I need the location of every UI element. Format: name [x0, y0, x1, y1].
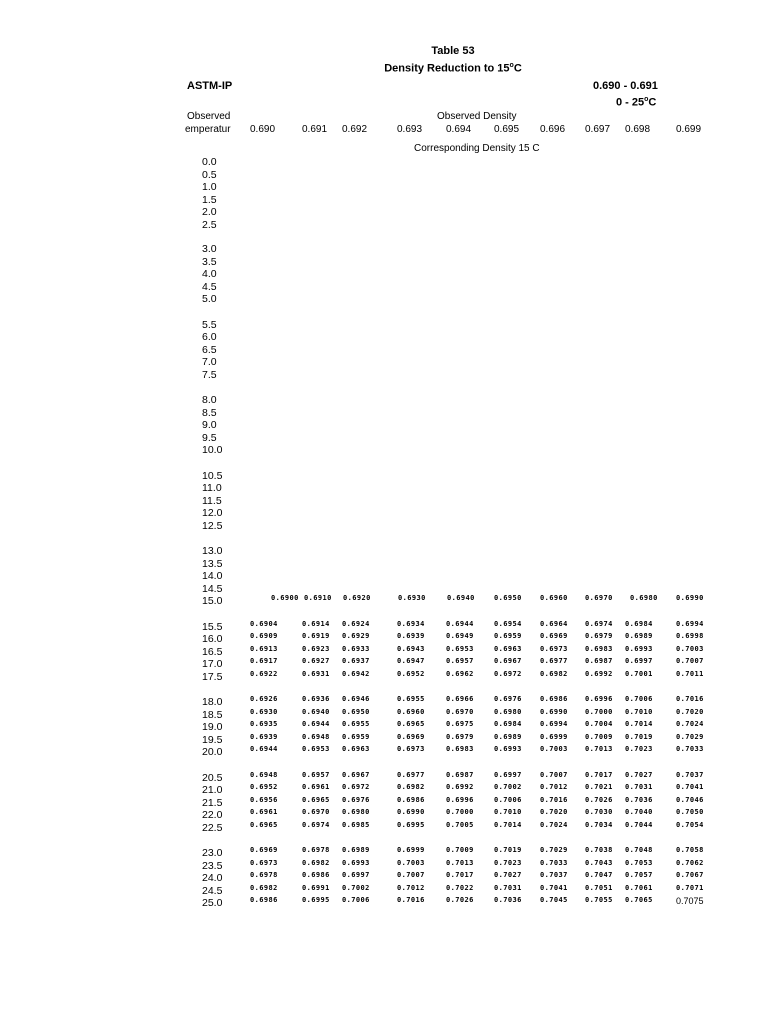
density-cell: 0.6950 [494, 594, 522, 603]
density-cell: 0.6927 [302, 657, 330, 666]
temperature-value: 4.0 [202, 268, 217, 281]
temperature-range-text: 0 - 25 [616, 96, 645, 109]
density-cell: 0.6957 [446, 657, 474, 666]
density-cell: 0.7040 [625, 808, 653, 817]
density-cell: 0.6957 [302, 770, 330, 779]
density-cell: 0.6942 [342, 669, 370, 678]
density-cell: 0.6990 [540, 707, 568, 716]
density-cell: 0.6983 [446, 745, 474, 754]
density-cell: 0.7009 [446, 846, 474, 854]
density-cell: 0.6959 [342, 732, 370, 741]
density-cell: 0.6989 [342, 846, 370, 854]
density-cell: 0.7027 [494, 871, 522, 880]
density-cell: 0.6961 [302, 783, 330, 792]
density-cell: 0.7020 [540, 808, 568, 817]
density-cell: 0.6948 [302, 732, 330, 741]
density-cell: 0.6974 [585, 619, 613, 628]
density-cell: 0.7013 [585, 745, 613, 754]
temperature-value: 1.5 [202, 193, 217, 206]
density-cell: 0.6982 [250, 883, 278, 892]
density-cell: 0.6980 [630, 594, 658, 603]
density-header: 0.697 [585, 124, 611, 135]
density-header: 0.696 [540, 124, 566, 135]
density-cell: 0.6995 [302, 896, 330, 905]
temperature-value: 13.5 [202, 557, 223, 570]
density-cell: 0.6969 [540, 632, 568, 641]
density-cell: 0.6961 [250, 808, 278, 817]
density-cell: 0.7016 [397, 896, 425, 905]
density-header: 0.691 [302, 124, 328, 135]
density-cell: 0.7071 [676, 883, 704, 892]
density-cell: 0.7014 [494, 820, 522, 829]
degree-symbol: o [644, 96, 649, 103]
density-cell: 0.7000 [446, 808, 474, 817]
density-cell: 0.7043 [585, 858, 613, 867]
density-cell: 0.7055 [585, 896, 613, 905]
density-cell: 0.6920 [343, 594, 371, 603]
corresponding-density-label: Corresponding Density 15 C [414, 143, 540, 154]
density-cell: 0.6926 [250, 695, 278, 703]
density-cell: 0.7006 [494, 795, 522, 804]
density-cell: 0.6960 [397, 707, 425, 716]
density-cell: 0.6983 [585, 644, 613, 653]
table-title: Table 53 [431, 45, 475, 57]
density-cell: 0.6963 [494, 644, 522, 653]
density-cell: 0.6974 [302, 820, 330, 829]
density-cell: 0.7031 [494, 883, 522, 892]
density-cell: 0.6943 [397, 644, 425, 653]
density-cell: 0.7034 [585, 820, 613, 829]
standard-label: ASTM-IP [187, 80, 233, 92]
density-cell: 0.6952 [397, 669, 425, 678]
density-cell: 0.6969 [250, 846, 278, 854]
temperature-value: 25.0 [202, 897, 223, 910]
density-cell: 0.6936 [302, 695, 330, 703]
density-cell: 0.7007 [397, 871, 425, 880]
density-cell: 0.7016 [540, 795, 568, 804]
temperature-value: 20.0 [202, 746, 223, 759]
density-cell: 0.6955 [397, 695, 425, 703]
density-cell: 0.6972 [342, 783, 370, 792]
density-cell: 0.7019 [625, 732, 653, 741]
observed-label: Observed [187, 111, 231, 122]
temperature-value: 21.5 [202, 796, 223, 809]
density-cell: 0.6940 [302, 707, 330, 716]
density-cell: 0.7024 [540, 820, 568, 829]
density-cell: 0.6980 [494, 707, 522, 716]
density-cell: 0.6970 [585, 594, 613, 603]
density-cell: 0.6954 [494, 619, 522, 628]
density-cell: 0.6978 [250, 871, 278, 880]
density-cell: 0.6944 [250, 745, 278, 754]
density-cell: 0.7013 [446, 858, 474, 867]
density-cell: 0.6985 [342, 820, 370, 829]
density-cell: 0.6967 [494, 657, 522, 666]
temperature-value: 16.5 [202, 645, 223, 658]
density-header: 0.692 [342, 124, 368, 135]
density-cell: 0.6959 [494, 632, 522, 641]
density-cell: 0.6917 [250, 657, 278, 666]
density-cell: 0.7036 [625, 795, 653, 804]
density-cell: 0.7017 [585, 770, 613, 779]
density-cell: 0.6955 [342, 720, 370, 729]
temperature-value: 2.5 [202, 219, 217, 231]
density-cell: 0.6977 [397, 770, 425, 779]
density-cell: 0.6923 [302, 644, 330, 653]
density-cell: 0.7006 [342, 896, 370, 905]
density-cell: 0.7022 [446, 883, 474, 892]
density-cell: 0.7007 [540, 770, 568, 779]
subtitle-text: Density Reduction to 15 [384, 62, 510, 75]
density-cell: 0.7048 [625, 846, 653, 854]
density-cell: 0.6995 [397, 820, 425, 829]
density-cell: 0.7026 [585, 795, 613, 804]
density-cell: 0.6979 [585, 632, 613, 641]
density-cell: 0.7046 [676, 795, 704, 804]
density-cell: 0.6922 [250, 669, 278, 678]
density-cell: 0.7010 [625, 707, 653, 716]
density-cell: 0.6998 [676, 632, 704, 641]
density-cell: 0.6913 [250, 644, 278, 653]
density-cell: 0.7054 [676, 820, 704, 829]
temperature-value: 23.0 [202, 847, 223, 859]
density-cell: 0.6990 [397, 808, 425, 817]
temperature-value: 13.0 [202, 545, 223, 557]
density-cell: 0.6984 [625, 619, 653, 628]
density-cell: 0.6992 [585, 669, 613, 678]
temperature-value: 15.5 [202, 620, 223, 633]
temperature-value: 16.0 [202, 633, 223, 646]
density-cell: 0.6944 [446, 619, 474, 628]
density-cell: 0.7067 [676, 871, 704, 880]
temperature-value: 7.5 [202, 368, 217, 381]
temperature-value: 9.5 [202, 431, 217, 444]
temperature-value: 19.0 [202, 721, 223, 734]
degree-symbol: o [509, 62, 514, 69]
density-cell: 0.7062 [676, 858, 704, 867]
temperature-value: 4.5 [202, 280, 217, 293]
temperature-value: 9.0 [202, 419, 217, 432]
density-cell: 0.6930 [250, 707, 278, 716]
density-cell: 0.6990 [676, 594, 704, 603]
density-cell: 0.6964 [540, 619, 568, 628]
temperature-value: 17.5 [202, 670, 223, 683]
density-cell: 0.7002 [342, 883, 370, 892]
density-cell: 0.7002 [494, 783, 522, 792]
density-cell: 0.6982 [302, 858, 330, 867]
density-cell: 0.6999 [540, 732, 568, 741]
density-cell: 0.7027 [625, 770, 653, 779]
density-cell: 0.6953 [302, 745, 330, 754]
density-cell: 0.6986 [540, 695, 568, 703]
density-cell: 0.6946 [342, 695, 370, 703]
temperature-value: 8.0 [202, 394, 217, 406]
temperature-value: 3.5 [202, 255, 217, 268]
temperature-value: 18.0 [202, 696, 223, 708]
density-cell: 0.6975 [446, 720, 474, 729]
density-cell: 0.6947 [397, 657, 425, 666]
table-subtitle [0, 62, 768, 75]
density-cell: 0.6934 [397, 619, 425, 628]
density-cell: 0.7065 [625, 896, 653, 905]
density-cell: 0.7029 [540, 846, 568, 854]
density-cell: 0.7017 [446, 871, 474, 880]
density-cell: 0.7061 [625, 883, 653, 892]
temperature-value: 14.0 [202, 570, 223, 583]
density-cell: 0.7001 [625, 669, 653, 678]
density-header: 0.698 [625, 124, 651, 135]
temperature-value: 8.5 [202, 406, 217, 419]
density-cell: 0.6944 [302, 720, 330, 729]
density-cell: 0.6987 [446, 770, 474, 779]
density-cell: 0.7009 [585, 732, 613, 741]
density-cell: 0.7003 [397, 858, 425, 867]
density-cell: 0.7038 [585, 846, 613, 854]
density-cell: 0.7024 [676, 720, 704, 729]
observed-density-label: Observed Density [437, 111, 517, 122]
density-cell: 0.7011 [676, 669, 704, 678]
temperature-value: 11.5 [202, 494, 222, 507]
density-cell: 0.7023 [625, 745, 653, 754]
temperature-value: 18.5 [202, 708, 223, 721]
density-cell: 0.7044 [625, 820, 653, 829]
density-cell: 0.6997 [494, 770, 522, 779]
density-cell: 0.7047 [585, 871, 613, 880]
density-cell: 0.7012 [540, 783, 568, 792]
temperature-value: 6.0 [202, 331, 217, 344]
density-cell: 0.6972 [494, 669, 522, 678]
density-cell: 0.6970 [302, 808, 330, 817]
density-cell: 0.7075 [676, 896, 704, 907]
density-cell: 0.6980 [342, 808, 370, 817]
density-cell: 0.6937 [342, 657, 370, 666]
density-cell: 0.6992 [446, 783, 474, 792]
density-cell: 0.7012 [397, 883, 425, 892]
density-cell: 0.6997 [342, 871, 370, 880]
density-cell: 0.6999 [397, 846, 425, 854]
density-header: 0.694 [446, 124, 472, 135]
temperature-label: emperatur [185, 124, 231, 135]
temperature-value: 5.5 [202, 318, 217, 331]
density-range: 0.690 - 0.691 [593, 80, 658, 92]
density-cell: 0.6984 [494, 720, 522, 729]
density-cell: 0.6982 [397, 783, 425, 792]
temperature-value: 6.5 [202, 343, 217, 356]
temperature-value: 19.5 [202, 733, 223, 746]
density-cell: 0.7006 [625, 695, 653, 703]
density-cell: 0.6993 [342, 858, 370, 867]
temperature-value: 0.5 [202, 168, 217, 181]
temperature-value: 22.5 [202, 821, 223, 834]
density-cell: 0.7037 [540, 871, 568, 880]
density-cell: 0.6924 [342, 619, 370, 628]
density-cell: 0.7007 [676, 657, 704, 666]
density-cell: 0.7004 [585, 720, 613, 729]
temperature-range [616, 96, 656, 109]
density-cell: 0.7026 [446, 896, 474, 905]
density-cell: 0.6982 [540, 669, 568, 678]
temperature-value: 14.5 [202, 582, 223, 595]
density-cell: 0.6949 [446, 632, 474, 641]
density-cell: 0.6904 [250, 619, 278, 628]
density-cell: 0.6963 [342, 745, 370, 754]
density-cell: 0.6956 [250, 795, 278, 804]
density-cell: 0.7033 [676, 745, 704, 754]
density-cell: 0.7020 [676, 707, 704, 716]
density-cell: 0.6966 [446, 695, 474, 703]
density-cell: 0.7030 [585, 808, 613, 817]
density-cell: 0.7016 [676, 695, 704, 703]
density-cell: 0.7036 [494, 896, 522, 905]
density-cell: 0.7045 [540, 896, 568, 905]
density-cell: 0.6997 [625, 657, 653, 666]
density-cell: 0.7058 [676, 846, 704, 854]
density-cell: 0.6970 [446, 707, 474, 716]
density-cell: 0.6996 [585, 695, 613, 703]
density-cell: 0.6973 [397, 745, 425, 754]
density-cell: 0.7019 [494, 846, 522, 854]
density-cell: 0.6952 [250, 783, 278, 792]
temperature-value: 10.0 [202, 444, 223, 457]
density-cell: 0.7005 [446, 820, 474, 829]
temperature-value: 0.0 [202, 156, 217, 168]
density-cell: 0.6931 [302, 669, 330, 678]
density-cell: 0.6976 [494, 695, 522, 703]
density-cell: 0.6989 [625, 632, 653, 641]
density-cell: 0.6935 [250, 720, 278, 729]
density-cell: 0.7021 [585, 783, 613, 792]
density-cell: 0.6976 [342, 795, 370, 804]
temperature-value: 11.0 [202, 482, 222, 495]
density-cell: 0.6965 [302, 795, 330, 804]
temperature-value: 7.0 [202, 356, 217, 369]
temperature-value: 20.5 [202, 771, 223, 784]
density-cell: 0.6994 [676, 619, 704, 628]
density-cell: 0.6939 [250, 732, 278, 741]
density-cell: 0.6948 [250, 770, 278, 779]
temperature-value: 24.5 [202, 884, 223, 897]
temperature-value: 10.5 [202, 469, 223, 482]
temperature-value: 3.0 [202, 243, 217, 255]
density-cell: 0.6939 [397, 632, 425, 641]
density-cell: 0.6929 [342, 632, 370, 641]
density-cell: 0.6962 [446, 669, 474, 678]
temperature-value: 1.0 [202, 181, 217, 194]
density-cell: 0.7000 [585, 707, 613, 716]
density-cell: 0.7029 [676, 732, 704, 741]
density-cell: 0.6933 [342, 644, 370, 653]
temperature-value: 21.0 [202, 784, 223, 797]
density-cell: 0.7003 [676, 644, 704, 653]
temperature-value: 22.0 [202, 809, 223, 822]
density-cell: 0.7031 [625, 783, 653, 792]
temperature-value: 2.0 [202, 206, 217, 219]
density-cell: 0.7053 [625, 858, 653, 867]
density-cell: 0.6950 [342, 707, 370, 716]
density-cell: 0.7037 [676, 770, 704, 779]
temperature-value: 12.0 [202, 507, 223, 520]
density-cell: 0.6965 [397, 720, 425, 729]
density-cell: 0.6953 [446, 644, 474, 653]
density-cell: 0.6996 [446, 795, 474, 804]
density-cell: 0.6977 [540, 657, 568, 666]
density-cell: 0.6986 [302, 871, 330, 880]
density-cell: 0.6989 [494, 732, 522, 741]
density-cell: 0.7003 [540, 745, 568, 754]
temperature-range-unit: C [648, 96, 657, 109]
density-cell: 0.6993 [625, 644, 653, 653]
density-header: 0.693 [397, 124, 423, 135]
density-cell: 0.6919 [302, 632, 330, 641]
density-cell: 0.6909 [250, 632, 278, 641]
density-header: 0.695 [494, 124, 520, 135]
density-cell: 0.6973 [540, 644, 568, 653]
density-cell: 0.6991 [302, 883, 330, 892]
density-cell: 0.6978 [302, 846, 330, 854]
density-cell: 0.6973 [250, 858, 278, 867]
temperature-value: 5.0 [202, 293, 217, 306]
density-cell: 0.6994 [540, 720, 568, 729]
density-cell: 0.6987 [585, 657, 613, 666]
density-cell: 0.7041 [540, 883, 568, 892]
temperature-value: 15.0 [202, 595, 223, 608]
density-cell: 0.7014 [625, 720, 653, 729]
density-cell: 0.6986 [250, 896, 278, 905]
density-cell: 0.6967 [342, 770, 370, 779]
density-header: 0.690 [250, 124, 276, 135]
density-cell: 0.7051 [585, 883, 613, 892]
temperature-value: 17.0 [202, 658, 223, 671]
density-cell: 0.6930 [398, 594, 426, 603]
density-cell: 0.7041 [676, 783, 704, 792]
temperature-value: 12.5 [202, 519, 223, 532]
density-cell: 0.6965 [250, 820, 278, 829]
density-cell: 0.6914 [302, 619, 330, 628]
density-cell: 0.6993 [494, 745, 522, 754]
temperature-value: 23.5 [202, 859, 223, 872]
density-header: 0.699 [676, 124, 702, 135]
subtitle-unit: C [513, 62, 522, 75]
density-cell: 0.6910 [304, 594, 332, 603]
density-cell: 0.6986 [397, 795, 425, 804]
density-cell: 0.6960 [540, 594, 568, 603]
density-cell: 0.7057 [625, 871, 653, 880]
density-cell: 0.7050 [676, 808, 704, 817]
density-cell: 0.7033 [540, 858, 568, 867]
density-cell: 0.7023 [494, 858, 522, 867]
density-cell: 0.6940 [447, 594, 475, 603]
density-cell: 0.7010 [494, 808, 522, 817]
density-cell: 0.6979 [446, 732, 474, 741]
temperature-value: 24.0 [202, 872, 223, 885]
density-cell: 0.6900 [271, 594, 299, 603]
density-cell: 0.6969 [397, 732, 425, 741]
